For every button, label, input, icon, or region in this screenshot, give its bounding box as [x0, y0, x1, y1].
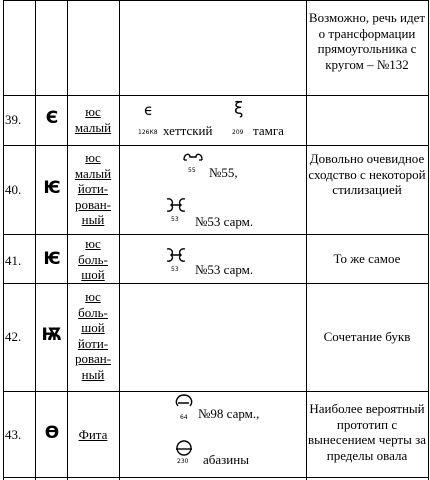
row-number: 42.: [5, 329, 22, 344]
sign-caption: 126К8: [138, 129, 158, 136]
sign-label: хеттский: [163, 123, 213, 138]
sign-caption: 53: [171, 266, 179, 273]
tamga-sign-icon: ξ: [234, 99, 244, 119]
cyrillic-letter: Є: [45, 108, 59, 128]
cyrillic-letter: Ѳ: [44, 423, 60, 443]
letter-name: юс боль- шой: [78, 236, 108, 282]
sign-98-icon: [173, 393, 195, 413]
row-comment: То же самое: [333, 251, 401, 266]
row-comment: Сочетание букв: [323, 329, 411, 344]
sign-caption: 230: [177, 458, 189, 465]
sign-53-icon: [163, 245, 189, 265]
cyrillic-letter: Ѭ: [41, 325, 63, 345]
cyrillic-letter: Ѥ: [43, 249, 61, 269]
row-number: 41.: [5, 253, 22, 268]
hittite-sign-icon: ϵ: [144, 101, 154, 119]
sign-53-icon: [163, 195, 189, 215]
sign-label: №55,: [209, 165, 238, 180]
row-comment: Наиболее вероятный прототип с вынесением черты за пределы овала: [308, 401, 426, 463]
sign-caption: 209: [232, 129, 244, 136]
column-divider: [428, 0, 429, 480]
cyrillic-letter: Ѥ: [43, 178, 61, 198]
letter-name: Фита: [78, 427, 108, 442]
sign-caption: 53: [171, 216, 179, 223]
column-divider: [67, 0, 68, 480]
row-number: 39.: [5, 112, 22, 127]
sign-label: №53 сарм.: [195, 214, 254, 229]
sign-label: абазины: [203, 452, 249, 467]
sign-caption: 64: [180, 414, 188, 421]
column-divider: [306, 0, 307, 480]
row-number: 40.: [5, 182, 22, 197]
sign-label: тамга: [253, 123, 284, 138]
letter-name: юс малый йоти- рован- ный: [74, 150, 112, 227]
sign-230-icon: [174, 439, 194, 457]
sign-label: №98 сарм.,: [198, 406, 260, 421]
letter-name: юс боль- шой йоти- рован- ный: [74, 289, 112, 382]
column-divider: [119, 0, 120, 480]
sign-label: №53 сарм.: [195, 262, 254, 277]
column-divider: [35, 0, 36, 480]
row-number: 43.: [5, 427, 22, 442]
letter-name: юс малый: [74, 104, 112, 135]
sign-55-icon: [181, 149, 205, 165]
header-comment: Возможно, речь идет о трансформации прямоугольника с кругом – №132: [308, 10, 426, 72]
column-divider: [3, 0, 4, 480]
sign-caption: 55: [188, 167, 196, 174]
row-comment: Довольно очевидное сходство с некоторой стилизацией: [308, 151, 426, 197]
